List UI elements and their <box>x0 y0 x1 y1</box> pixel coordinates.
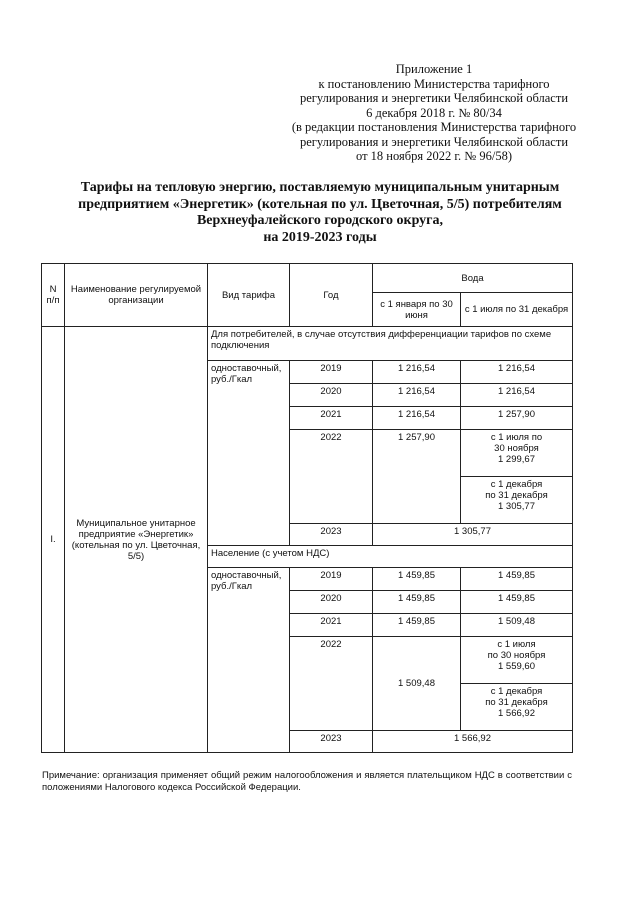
value-cell: 1 459,85 <box>461 591 573 614</box>
year-cell: 2019 <box>290 361 373 384</box>
section-row <box>42 327 573 361</box>
value-cell: 1 257,90 <box>461 407 573 430</box>
appendix-line: (в редакции постановления Министерства тарифного <box>291 120 577 134</box>
value-cell: 1 216,54 <box>461 384 573 407</box>
appendix-header <box>268 62 600 164</box>
header-year: Год <box>290 264 373 327</box>
year-cell: 2019 <box>290 568 373 591</box>
value-cell: 1 509,48 <box>461 614 573 637</box>
table-header-row <box>42 264 573 293</box>
value-cell: 1 459,85 <box>373 568 461 591</box>
title-line: Верхнеуфалейского городского округа, <box>196 213 444 228</box>
year-cell: 2020 <box>290 384 373 407</box>
title-line: предприятием «Энергетик» (котельная по ул. Цветочная, 5/5) потребителям <box>78 196 562 212</box>
year-cell: 2023 <box>290 524 373 546</box>
year-cell: 2022 <box>290 637 373 731</box>
section-label-1: Для потребителей, в случае отсутствия дифференциации тарифов по схеме подключения <box>208 327 573 361</box>
value-cell: 1 509,48 <box>373 637 461 731</box>
tariff-type: одноставочный, руб./Гкал <box>208 361 290 546</box>
title-line: на 2019-2023 годы <box>263 229 377 245</box>
appendix-line: 6 декабря 2018 г. № 80/34 <box>366 105 502 120</box>
appendix-line: регулирования и энергетики Челябинской области <box>299 134 569 149</box>
footnote: Примечание: организация применяет общий режим налогообложения и является плательщиком НДС в соответствии с положениями Налогового кодекса Российской Федерации. <box>42 770 572 793</box>
value-cell-split: с 1 декабря по 31 декабря 1 566,92 <box>461 684 573 731</box>
value-cell: 1 305,77 <box>373 524 573 546</box>
document-title <box>42 180 598 246</box>
value-cell: 1 257,90 <box>373 430 461 524</box>
header-water: Вода <box>373 264 573 293</box>
year-cell: 2020 <box>290 591 373 614</box>
title-line: Тарифы на тепловую энергию, поставляемую муниципальным унитарным <box>80 180 560 195</box>
tariff-table <box>41 263 573 753</box>
section-label-2: Население (с учетом НДС) <box>208 546 573 568</box>
year-cell: 2021 <box>290 614 373 637</box>
appendix-line: Приложение 1 <box>395 62 473 76</box>
year-cell: 2023 <box>290 731 373 753</box>
header-period-1: с 1 января по 30 июня <box>373 293 461 327</box>
tariff-type: одноставочный, руб./Гкал <box>208 568 290 753</box>
org-name: Муниципальное унитарное предприятие «Энергетик» (котельная по ул. Цветочная, 5/5) <box>65 327 208 753</box>
value-cell: 1 459,85 <box>461 568 573 591</box>
header-org: Наименование регулируемой организации <box>65 264 208 327</box>
value-cell: 1 216,54 <box>373 407 461 430</box>
year-cell: 2021 <box>290 407 373 430</box>
appendix-line: к постановлению Министерства тарифного <box>318 76 550 91</box>
value-cell: 1 566,92 <box>373 731 573 753</box>
appendix-line: регулирования и энергетики Челябинской области <box>299 91 569 105</box>
value-cell: 1 216,54 <box>373 384 461 407</box>
value-cell: 1 216,54 <box>461 361 573 384</box>
header-tariff-type: Вид тарифа <box>208 264 290 327</box>
value-cell: 1 459,85 <box>373 591 461 614</box>
year-cell: 2022 <box>290 430 373 524</box>
row-number: I. <box>42 327 65 753</box>
header-num: N п/п <box>42 264 65 327</box>
value-cell-split: с 1 июля по 30 ноября 1 559,60 <box>461 637 573 684</box>
value-cell-split: с 1 декабря по 31 декабря 1 305,77 <box>461 477 573 524</box>
value-cell: 1 459,85 <box>373 614 461 637</box>
value-cell-split: с 1 июля по 30 ноября 1 299,67 <box>461 430 573 477</box>
value-cell: 1 216,54 <box>373 361 461 384</box>
header-period-2: с 1 июля по 31 декабря <box>461 293 573 327</box>
appendix-line: от 18 ноября 2022 г. № 96/58) <box>355 149 512 163</box>
